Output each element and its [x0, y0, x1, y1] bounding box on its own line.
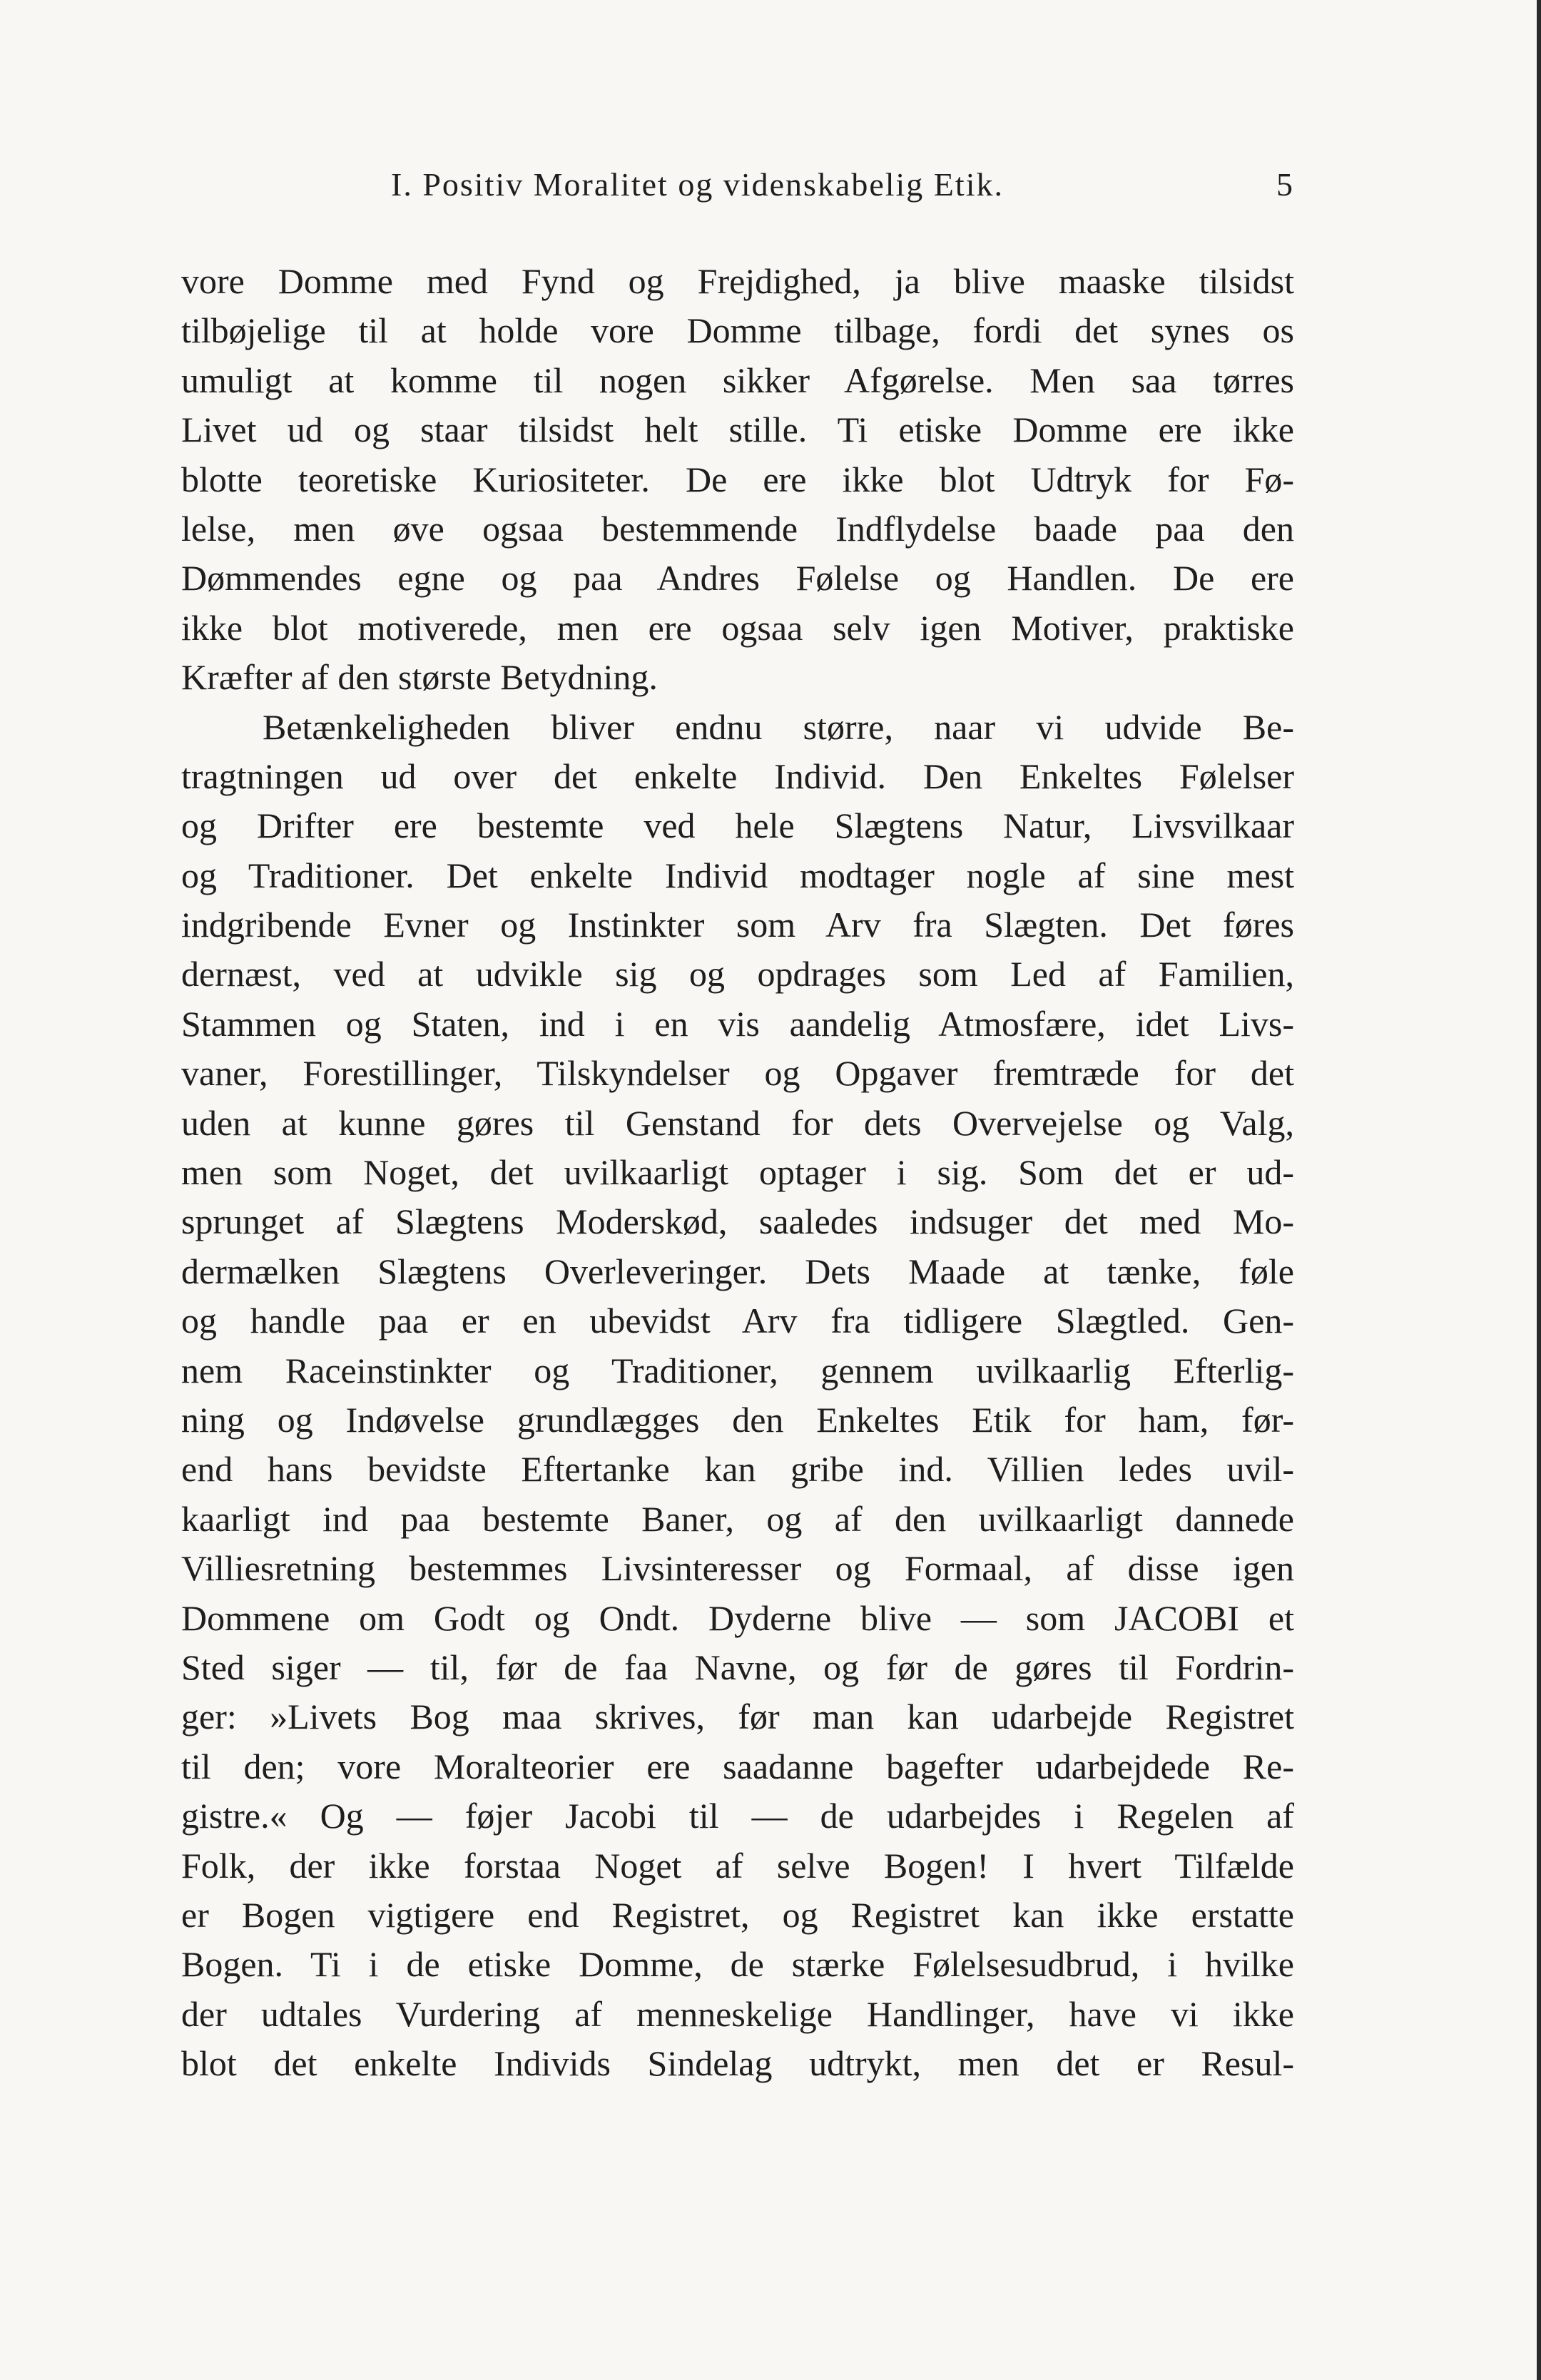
text-line: Livet ud og staar tilsidst helt stille. Ti etiske Domme ere ikke [181, 410, 1294, 450]
text-line: dermælken Slægtens Overleveringer. Dets Maade at tænke, føle [181, 1251, 1294, 1291]
text-line: indgribende Evner og Instinkter som Arv fra Slægten. Det føres [181, 905, 1294, 945]
page-header [181, 166, 1294, 215]
text-line: vore Domme med Fynd og Frejdighed, ja blive maaske tilsidst [181, 261, 1294, 301]
text-line: blot det enkelte Individs Sindelag udtrykt, men det er Resul- [181, 2043, 1294, 2084]
text-line: umuligt at komme til nogen sikker Afgørelse. Men saa tørres [181, 360, 1294, 400]
text-line: der udtales Vurdering af menneskelige Handlinger, have vi ikke [181, 1993, 1294, 2034]
paragraph-end-line: Kræfter af den største Betydning. [181, 657, 658, 698]
text-line: og handle paa er en ubevidst Arv fra tidligere Slægtled. Gen- [181, 1301, 1294, 1341]
text-line: Villiesretning bestemmes Livsinteresser og Formaal, af disse igen [181, 1548, 1294, 1589]
text-line: Folk, der ikke forstaa Noget af selve Bogen! I hvert Tilfælde [181, 1845, 1294, 1886]
text-line: Dommene om Godt og Ondt. Dyderne blive — som JACOBI et [181, 1597, 1294, 1638]
text-line: ger: »Livets Bog maa skrives, før man kan udarbejde Registret [181, 1697, 1294, 1737]
text-line: Dømmendes egne og paa Andres Følelse og Handlen. De ere [181, 558, 1294, 599]
text-line: Bogen. Ti i de etiske Domme, de stærke Følelsesudbrud, i hvilke [181, 1944, 1294, 1985]
text-line: gistre.« Og — føjer Jacobi til — de udarbejdes i Regelen af [181, 1796, 1294, 1836]
text-line: ikke blot motiverede, men ere ogsaa selv igen Motiver, praktiske [181, 607, 1294, 648]
text-line: end hans bevidste Eftertanke kan gribe ind. Villien ledes uvil- [181, 1449, 1294, 1490]
text-line: men som Noget, det uvilkaarligt optager i sig. Som det er ud- [181, 1152, 1294, 1193]
text-line: uden at kunne gøres til Genstand for dets Overvejelse og Valg, [181, 1102, 1294, 1143]
text-line: sprunget af Slægtens Moderskød, saaledes indsuger det med Mo- [181, 1201, 1294, 1242]
text-line: nem Raceinstinkter og Traditioner, gennem uvilkaarlig Efterlig- [181, 1350, 1294, 1390]
text-line: tilbøjelige til at holde vore Domme tilbage, fordi det synes os [181, 310, 1294, 351]
text-line: lelse, men øve ogsaa bestemmende Indflydelse baade paa den [181, 508, 1294, 549]
text-line: blotte teoretiske Kuriositeter. De ere ikke blot Udtryk for Fø- [181, 459, 1294, 499]
text-line: ning og Indøvelse grundlægges den Enkeltes Etik for ham, før- [181, 1399, 1294, 1440]
body-text [181, 257, 1294, 2088]
text-line: er Bogen vigtigere end Registret, og Registret kan ikke erstatte [181, 1894, 1294, 1935]
text-line: og Traditioner. Det enkelte Individ modtager nogle af sine mest [181, 855, 1294, 895]
text-line: Sted siger — til, før de faa Navne, og før de gøres til Fordrin- [181, 1647, 1294, 1687]
running-head: I. Positiv Moralitet og videnskabelig Etik. [391, 166, 1004, 203]
text-line: dernæst, ved at udvikle sig og opdrages som Led af Familien, [181, 954, 1294, 995]
text-line: kaarligt ind paa bestemte Baner, og af den uvilkaarligt dannede [181, 1498, 1294, 1539]
text-line: til den; vore Moralteorier ere saadanne bagefter udarbejdede Re- [181, 1746, 1294, 1786]
paragraph-start-line: Betænkeligheden bliver endnu større, naar vi udvide Be- [263, 706, 1294, 747]
text-line: vaner, Forestillinger, Tilskyndelser og Opgaver fremtræde for det [181, 1053, 1294, 1094]
text-line: og Drifter ere bestemte ved hele Slægtens Natur, Livsvilkaar [181, 805, 1294, 846]
text-line: Stammen og Staten, ind i en vis aandelig Atmosfære, idet Livs- [181, 1003, 1294, 1044]
page-number: 5 [1276, 166, 1294, 203]
text-line: tragtningen ud over det enkelte Individ. Den Enkeltes Følelser [181, 756, 1294, 796]
